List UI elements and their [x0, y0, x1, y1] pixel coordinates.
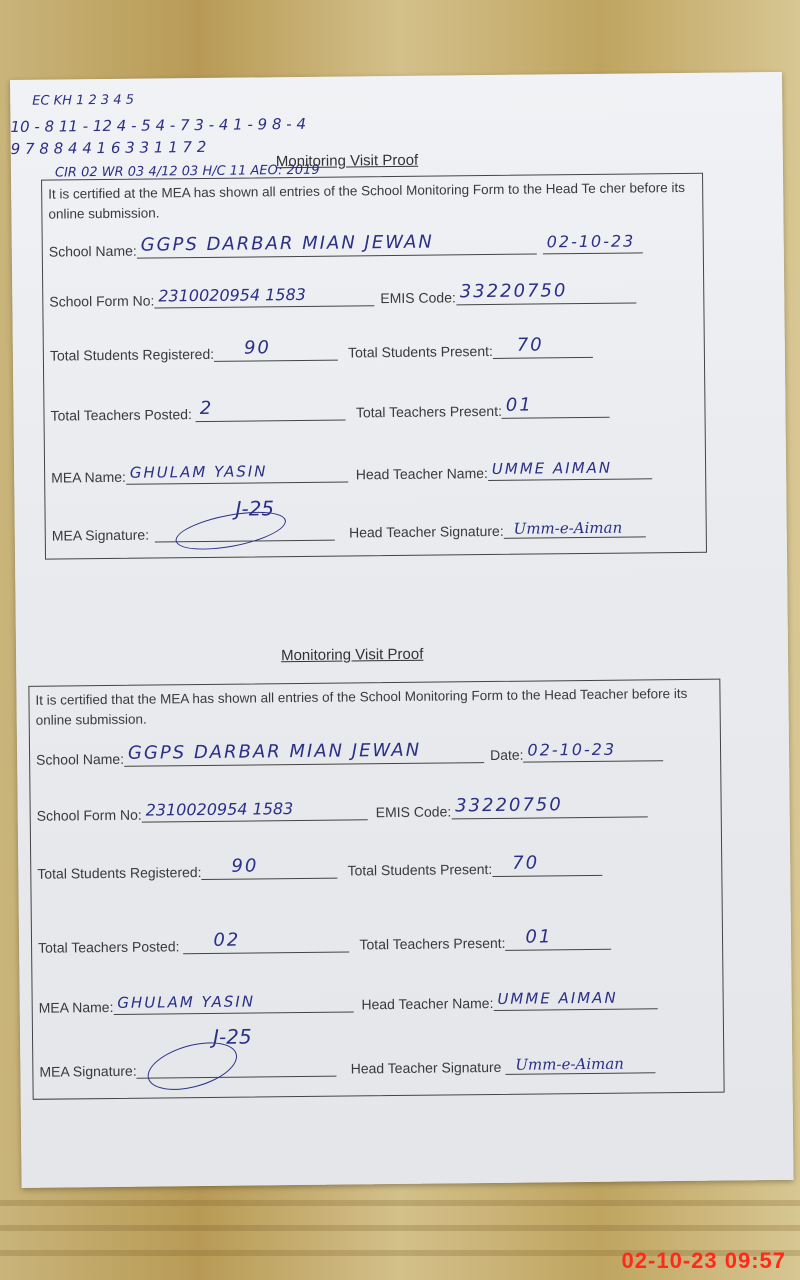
form2-students-present-field[interactable] — [492, 853, 602, 877]
form1-school-name-label: School Name: — [48, 242, 137, 260]
form1-form-no-field[interactable] — [154, 283, 374, 308]
form2-emis-label: EMIS Code: — [375, 803, 452, 821]
form2-students-present-value: 70 — [512, 852, 540, 874]
form1-date-value: 02-10-23 — [546, 231, 636, 252]
form2-school-name-value: GGPS DARBAR MIAN JEWAN — [127, 739, 422, 764]
form2-teachers-present-label: Total Teachers Present: — [359, 934, 506, 953]
scribble-line-2: 10 - 8 11 - 12 4 - 5 4 - 7 3 - 4 1 - 9 8 - 4 — [10, 114, 307, 136]
form2-mea-extra: J-25 — [212, 1024, 252, 1049]
form1-form-no-row — [49, 280, 636, 309]
form2-mea-signature-field[interactable] — [137, 1054, 337, 1079]
form1-form-no-label: School Form No: — [49, 292, 155, 310]
form2-title: Monitoring Visit Proof — [280, 645, 424, 665]
form2-teachers-posted-label: Total Teachers Posted: — [38, 938, 180, 956]
paper-sheet — [10, 72, 794, 1188]
form1-teachers-row — [50, 395, 610, 424]
form2-head-teacher-signature-label: Head Teacher Signature — [350, 1058, 502, 1077]
form1-certification: It is certified at the MEA has shown all entries of the School Monitoring Form to the Head Te cher before its online submission. — [48, 179, 686, 222]
form1-mea-name-field[interactable] — [126, 459, 348, 484]
form2-head-teacher-signature-field[interactable] — [505, 1050, 655, 1075]
form1-names-row — [51, 456, 652, 485]
form1-teachers-present-value: 01 — [505, 394, 533, 416]
form1-signature-row — [52, 514, 646, 543]
form1-students-present-value: 70 — [516, 334, 544, 356]
form1-teachers-present-label: Total Teachers Present: — [355, 402, 503, 421]
form1-students-present-field[interactable] — [493, 335, 593, 359]
form2-teachers-present-field[interactable] — [505, 927, 611, 951]
form2-head-teacher-name-field[interactable] — [493, 986, 657, 1011]
form2-mea-signature-label: MEA Signature: — [39, 1062, 137, 1080]
form1-school-name-row — [49, 230, 643, 259]
form2-date-value: 02-10-23 — [527, 739, 617, 760]
form1-head-teacher-name-field[interactable] — [488, 456, 652, 481]
scribble-line-4: CIR 02 WR 03 4/12 03 H/C 11 AEO: 2019 — [54, 162, 320, 181]
form2-school-name-label: School Name: — [36, 750, 125, 768]
form2-mea-name-field[interactable] — [113, 989, 353, 1015]
scribble-line-3: 9 7 8 8 4 4 1 6 3 3 1 1 7 2 — [10, 137, 207, 158]
form2-students-registered-value: 90 — [231, 855, 259, 877]
form1-students-registered-field[interactable] — [214, 338, 338, 362]
form1-students-row — [50, 335, 593, 364]
form1-mea-extra: J-25 — [235, 496, 275, 521]
form1-title: Monitoring Visit Proof — [275, 151, 419, 171]
form1-head-teacher-name-value: UMME AIMAN — [491, 458, 613, 478]
form2-school-name-field[interactable] — [124, 740, 484, 767]
form2-teachers-posted-value: 02 — [213, 929, 241, 951]
form2-school-name-row — [36, 738, 664, 768]
form2-form-no-value: 2310020954 1583 — [145, 799, 294, 820]
form1-students-present-label: Total Students Present: — [348, 342, 493, 361]
form1-mea-name-value: GHULAM YASIN — [129, 462, 268, 482]
form2-box — [28, 679, 724, 1100]
form2-students-row — [37, 853, 602, 882]
form2-form-no-row — [37, 794, 648, 823]
form2-names-row — [39, 986, 658, 1015]
form1-form-no-value: 2310020954 1583 — [158, 284, 307, 306]
form2-date-field[interactable] — [523, 738, 663, 762]
form2-signature-row — [39, 1050, 655, 1079]
form1-head-teacher-signature-field[interactable] — [503, 514, 645, 538]
form2-form-no-label: School Form No: — [36, 806, 142, 824]
form2-students-registered-field[interactable] — [201, 856, 337, 880]
form1-teachers-posted-label: Total Teachers Posted: — [50, 406, 192, 424]
scribble-line-1: EC KH 1 2 3 4 5 — [32, 92, 135, 109]
form2-emis-value: 33220750 — [455, 794, 563, 817]
form2-date-label: Date: — [489, 746, 524, 764]
form2-head-teacher-name-label: Head Teacher Name: — [361, 994, 494, 1013]
form2-emis-field[interactable] — [451, 794, 647, 819]
form2-students-registered-label: Total Students Registered: — [37, 864, 202, 882]
form1-head-teacher-signature-label: Head Teacher Signature: — [348, 522, 504, 541]
form1-school-name-field[interactable] — [137, 231, 537, 258]
form1-mea-signature-mark — [173, 505, 289, 557]
form1-teachers-posted-value: 2 — [199, 397, 214, 420]
form1-date-field[interactable] — [543, 230, 643, 254]
form1-teachers-present-field[interactable] — [502, 395, 610, 419]
form2-head-teacher-name-value: UMME AIMAN — [497, 988, 618, 1008]
form1-box — [41, 173, 707, 560]
form1-emis-field[interactable] — [456, 280, 636, 305]
form1-students-registered-value: 90 — [243, 337, 272, 359]
form1-mea-signature-field[interactable] — [155, 518, 335, 543]
form1-students-registered-label: Total Students Registered: — [49, 345, 215, 364]
form1-head-teacher-signature: Umm-e-Aiman — [513, 518, 623, 538]
form2-mea-name-value: GHULAM YASIN — [117, 992, 256, 1012]
photo-timestamp: 02-10-23 09:57 — [621, 1248, 786, 1273]
form1-school-name-value: GGPS DARBAR MIAN JEWAN — [140, 231, 434, 256]
form1-emis-value: 33220750 — [459, 280, 568, 303]
form1-head-teacher-name-label: Head Teacher Name: — [355, 465, 488, 483]
form2-teachers-row — [38, 927, 612, 956]
form2-form-no-field[interactable] — [142, 797, 368, 822]
form2-teachers-posted-field[interactable] — [183, 929, 349, 954]
form2-certification: It is certified that the MEA has shown all entries of the School Monitoring Form to the Head Teacher before its online submission. — [35, 685, 688, 728]
form2-head-teacher-signature: Umm-e-Aiman — [515, 1054, 625, 1074]
form1-mea-name-label: MEA Name: — [51, 468, 126, 486]
form1-mea-signature-label: MEA Signature: — [51, 526, 150, 544]
form2-students-present-label: Total Students Present: — [347, 860, 493, 879]
form2-teachers-present-value: 01 — [525, 926, 553, 948]
form1-emis-label: EMIS Code: — [380, 289, 456, 307]
form1-teachers-posted-field[interactable] — [196, 398, 346, 423]
form2-mea-name-label: MEA Name: — [38, 998, 114, 1016]
